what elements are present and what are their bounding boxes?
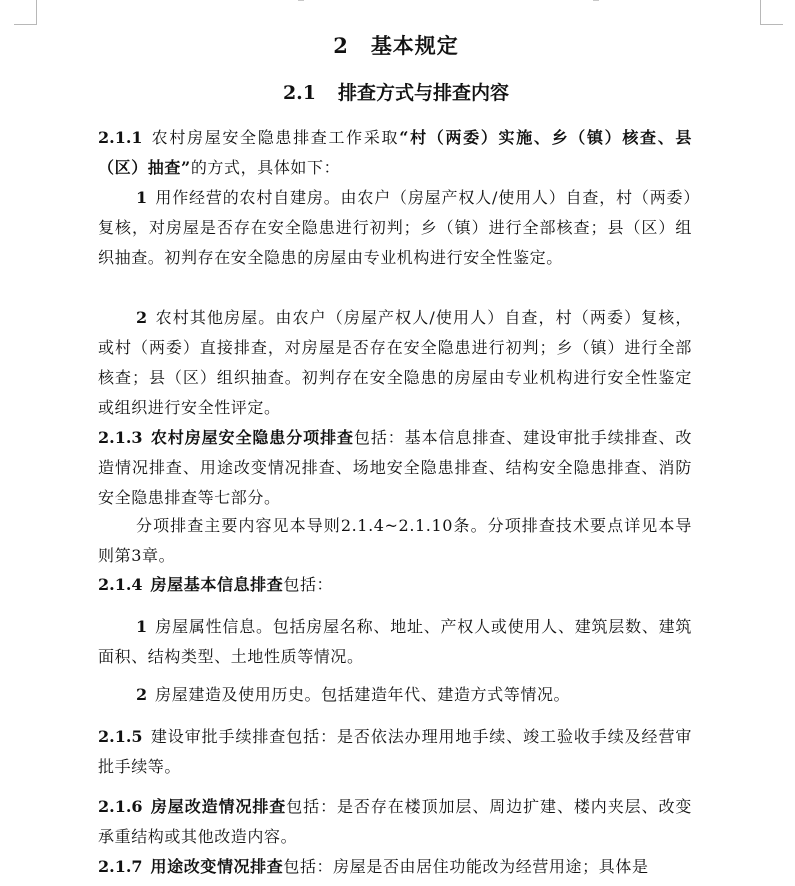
- clause-number: 2.1.7: [98, 857, 143, 876]
- clause-text: 建设审批手续排查包括：是否依法办理用地手续、竣工验收手续及经营审批手续等。: [98, 727, 692, 776]
- ruler-tick: [593, 0, 599, 3]
- clause-text: 包括：: [283, 575, 334, 594]
- item-text: 房屋属性信息。包括房屋名称、地址、产权人或使用人、建筑层数、建筑面积、结构类型、土地性质等情况。: [98, 617, 692, 666]
- clause-emphasis: 房屋基本信息排查: [150, 575, 284, 594]
- clause-2-1-3: [98, 423, 692, 513]
- clause-emphasis: 用途改变情况排查: [150, 857, 284, 876]
- chapter-title: 基本规定: [370, 33, 459, 58]
- clause-2-1-4: [98, 570, 692, 600]
- clause-number: 2.1.3: [98, 428, 143, 447]
- clause-number: 2.1.5: [98, 727, 143, 746]
- clause-2-1-6: [98, 792, 692, 852]
- note-text: 分项排查主要内容见本导则2.1.4~2.1.10条。分项排查技术要点详见本导则第3章。: [98, 516, 692, 565]
- section-heading: [98, 78, 694, 105]
- clause-2-1-1: [98, 123, 692, 183]
- list-item-3: [98, 612, 692, 672]
- item-text: 农村其他房屋。由农户（房屋产权人/使用人）自查，村（两委）复核，或村（两委）直接排查，对房屋是否存在安全隐患进行初判；乡（镇）进行全部核查；县（区）组织抽查。初判存在安全隐患的房屋由专业机构进行安全性鉴定或组织进行安全性评定。: [98, 308, 692, 417]
- clause-text: 包括：基本信息排查、建设审批手续排查、改造情况排查、用途改变情况排查、场地安全隐患排查、结构安全隐患排查、消防安全隐患排查等七部分。: [98, 428, 692, 507]
- clause-text: 包括：房屋是否由居住功能改为经营用途；具体是: [283, 857, 649, 876]
- clause-text: 的方式，具体如下：: [190, 158, 341, 177]
- clause-2-1-7: [98, 852, 692, 882]
- clause-emphasis: 房屋改造情况排查: [150, 797, 287, 816]
- note-paragraph: [98, 511, 692, 571]
- section-number: 2.1: [282, 82, 317, 104]
- clause-text: 农村房屋安全隐患排查工作采取: [150, 128, 400, 147]
- clause-text: 包括：是否存在楼顶加层、周边扩建、楼内夹层、改变承重结构或其他改造内容。: [98, 797, 692, 846]
- crop-mark-top-right: [760, 0, 783, 25]
- clause-number: 2.1.1: [98, 128, 143, 147]
- item-number: 2: [136, 685, 148, 704]
- ruler-tick: [298, 0, 304, 3]
- chapter-heading: [98, 30, 694, 60]
- clause-2-1-5: [98, 722, 692, 782]
- chapter-number: 2: [333, 33, 349, 58]
- item-number: 1: [136, 188, 148, 207]
- list-item-1: [98, 183, 692, 273]
- crop-mark-top-left: [14, 0, 37, 25]
- clause-emphasis: “村（两委）实施、乡（镇）核查、县（区）抽查”: [98, 128, 693, 177]
- clause-number: 2.1.6: [98, 797, 143, 816]
- section-title: 排查方式与排查内容: [338, 82, 510, 104]
- item-text: 用作经营的农村自建房。由农户（房屋产权人/使用人）自查，村（两委）复核，对房屋是否存在安全隐患进行初判；乡（镇）进行全部核查；县（区）组织抽查。初判存在安全隐患的房屋由专业机构进行安全性鉴定。: [98, 188, 692, 267]
- item-text: 房屋建造及使用历史。包括建造年代、建造方式等情况。: [155, 685, 571, 704]
- item-number: 1: [136, 617, 148, 636]
- list-item-2: [98, 303, 692, 423]
- clause-number: 2.1.4: [98, 575, 143, 594]
- list-item-4: [98, 680, 692, 710]
- clause-emphasis: 农村房屋安全隐患分项排查: [150, 428, 354, 447]
- item-number: 2: [136, 308, 148, 327]
